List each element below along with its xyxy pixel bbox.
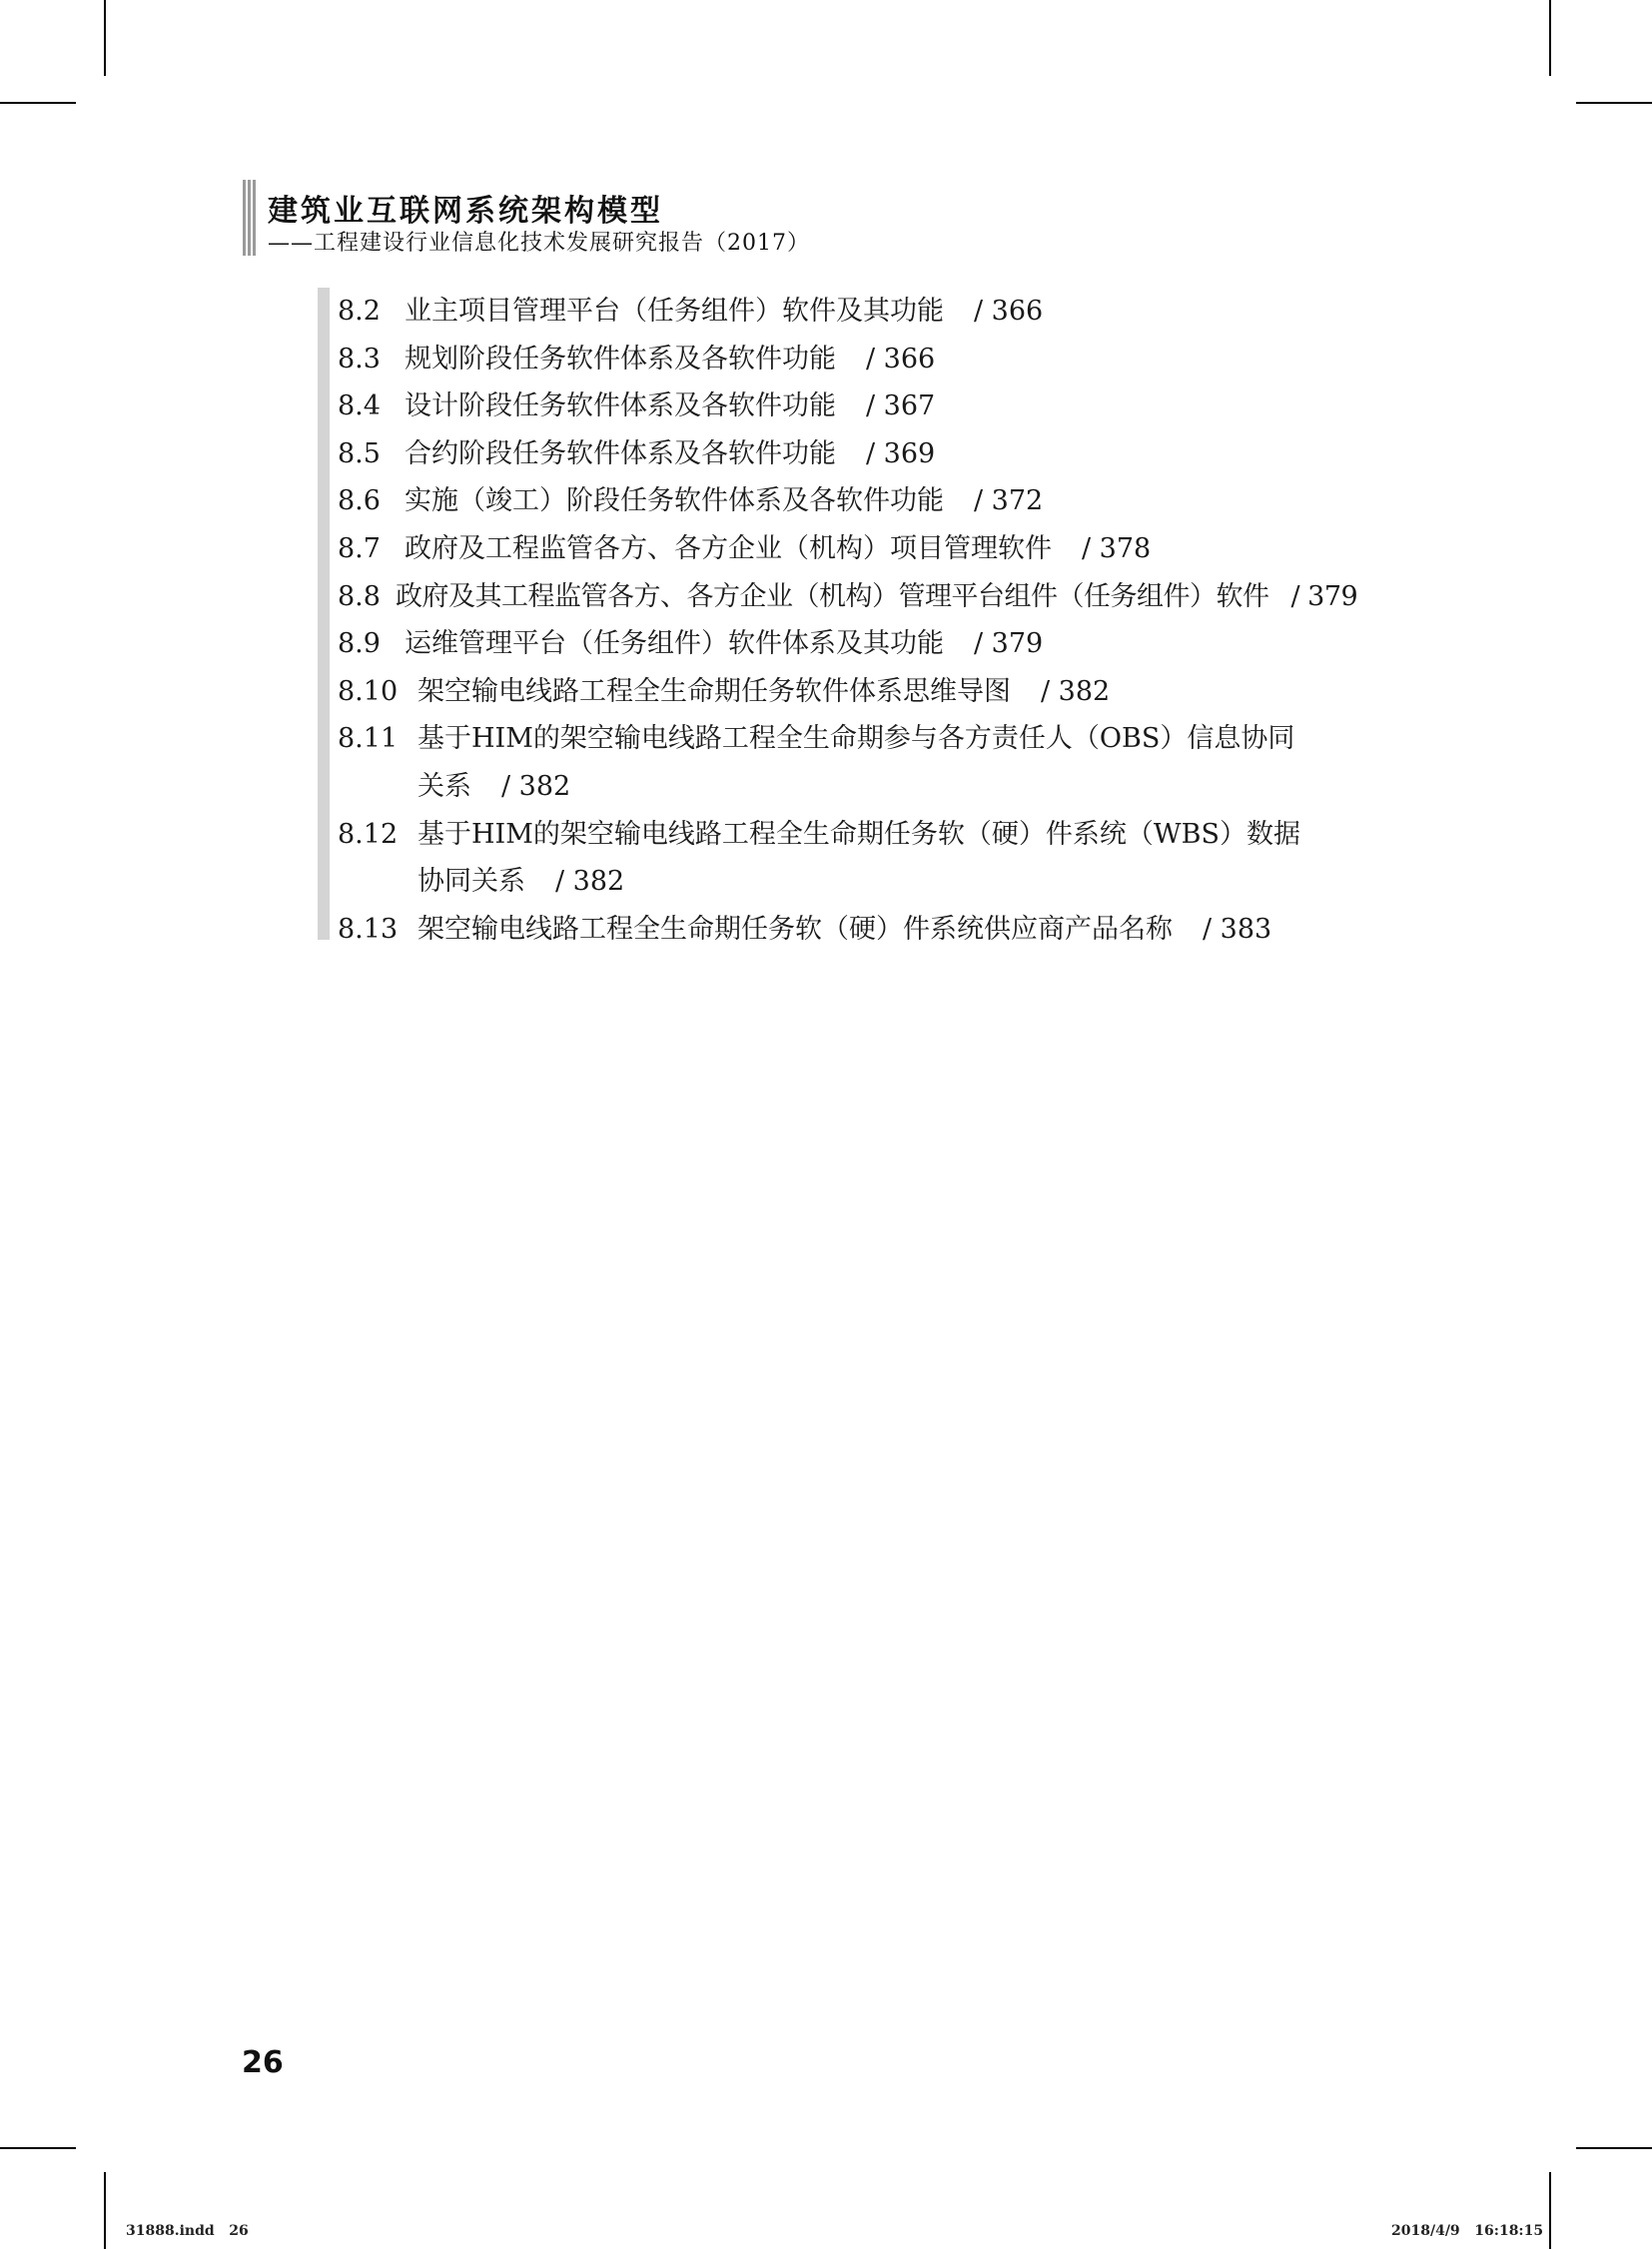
toc-entry-number: 8.10 xyxy=(338,675,399,707)
toc-entry-title: 设计阶段任务软件体系及各软件功能 xyxy=(405,390,836,422)
toc-side-bar xyxy=(318,288,330,940)
toc-entry-page: / 379 xyxy=(1290,580,1358,612)
toc-entry-page: / 372 xyxy=(974,485,1044,517)
toc-entry-title: 架空输电线路工程全生命期任务软（硬）件系统供应商产品名称 xyxy=(417,913,1173,945)
toc-entry-number: 8.9 xyxy=(338,628,381,660)
toc-entry-number: 8.6 xyxy=(338,485,381,517)
toc-entry-page: / 383 xyxy=(1203,913,1272,945)
toc-entry xyxy=(338,382,1396,430)
slug-file-info: 31888.indd 26 xyxy=(126,2223,249,2239)
crop-mark-bottom-right-h xyxy=(1576,2147,1652,2149)
toc-entry xyxy=(338,811,1396,906)
toc-entry-page: / 382 xyxy=(555,866,625,898)
toc-entry xyxy=(338,715,1396,810)
crop-mark-top-left xyxy=(104,0,106,76)
toc-entry-page: / 378 xyxy=(1082,532,1152,564)
toc-entry-number: 8.3 xyxy=(338,343,381,375)
crop-mark-top-right-h xyxy=(1576,102,1652,104)
toc-entry xyxy=(338,336,1396,383)
toc-entry-title-continued: 关系 xyxy=(417,770,471,802)
toc-entry-title: 运维管理平台（任务组件）软件体系及其功能 xyxy=(405,628,944,660)
header-decoration-bars xyxy=(243,180,257,256)
toc-list xyxy=(338,288,1396,953)
toc-entry-number: 8.11 xyxy=(338,723,399,755)
toc-entry-title: 基于HIM的架空输电线路工程全生命期任务软（硬）件系统（WBS）数据 xyxy=(417,818,1300,850)
toc-entry-number: 8.13 xyxy=(338,913,399,945)
toc-entry-title: 架空输电线路工程全生命期任务软件体系思维导图 xyxy=(417,675,1011,707)
toc-entry-page: / 379 xyxy=(974,628,1044,660)
toc-entry-title: 基于HIM的架空输电线路工程全生命期参与各方责任人（OBS）信息协同 xyxy=(417,723,1295,755)
page-number: 26 xyxy=(242,2045,284,2080)
toc-entry-title: 业主项目管理平台（任务组件）软件及其功能 xyxy=(405,296,944,327)
toc-entry-number: 8.2 xyxy=(338,296,381,327)
running-header-title: 建筑业互联网系统架构模型 xyxy=(268,194,663,229)
toc-entry-number: 8.5 xyxy=(338,437,381,469)
slug-date-info: 2018/4/9 16:18:15 xyxy=(1391,2223,1544,2239)
toc-entry xyxy=(338,477,1396,525)
toc-entry-page: / 366 xyxy=(974,296,1044,327)
toc-entry-title: 政府及其工程监管各方、各方企业（机构）管理平台组件（任务组件）软件 xyxy=(396,580,1269,612)
toc-entry xyxy=(338,620,1396,668)
running-header-subtitle: ——工程建设行业信息化技术发展研究报告（2017） xyxy=(268,231,810,256)
toc-entry xyxy=(338,525,1396,573)
toc-entry-page: / 367 xyxy=(866,390,936,422)
toc-entry-number: 8.4 xyxy=(338,390,381,422)
toc-entry-page: / 366 xyxy=(866,343,936,375)
toc-entry-number: 8.7 xyxy=(338,532,381,564)
toc-entry xyxy=(338,668,1396,716)
crop-mark-top-right xyxy=(1549,0,1551,76)
toc-entry xyxy=(338,906,1396,954)
toc-entry-page: / 382 xyxy=(501,770,571,802)
toc-entry-page: / 382 xyxy=(1041,675,1111,707)
toc-entry-title: 规划阶段任务软件体系及各软件功能 xyxy=(405,343,836,375)
crop-mark-bottom-left xyxy=(104,2172,106,2249)
crop-mark-bottom-right xyxy=(1549,2172,1551,2249)
crop-mark-bottom-left-h xyxy=(0,2147,76,2149)
crop-mark-top-left-h xyxy=(0,102,76,104)
toc-entry-number: 8.12 xyxy=(338,818,399,850)
toc-entry-title-continued: 协同关系 xyxy=(417,866,525,898)
toc-entry-title: 合约阶段任务软件体系及各软件功能 xyxy=(405,437,836,469)
toc-entry xyxy=(338,573,1396,621)
toc-entry xyxy=(338,430,1396,478)
toc-entry xyxy=(338,288,1396,336)
toc-entry-title: 政府及工程监管各方、各方企业（机构）项目管理软件 xyxy=(405,532,1052,564)
toc-entry-page: / 369 xyxy=(866,437,936,469)
toc-entry-title: 实施（竣工）阶段任务软件体系及各软件功能 xyxy=(405,485,944,517)
toc-entry-number: 8.8 xyxy=(338,580,381,612)
